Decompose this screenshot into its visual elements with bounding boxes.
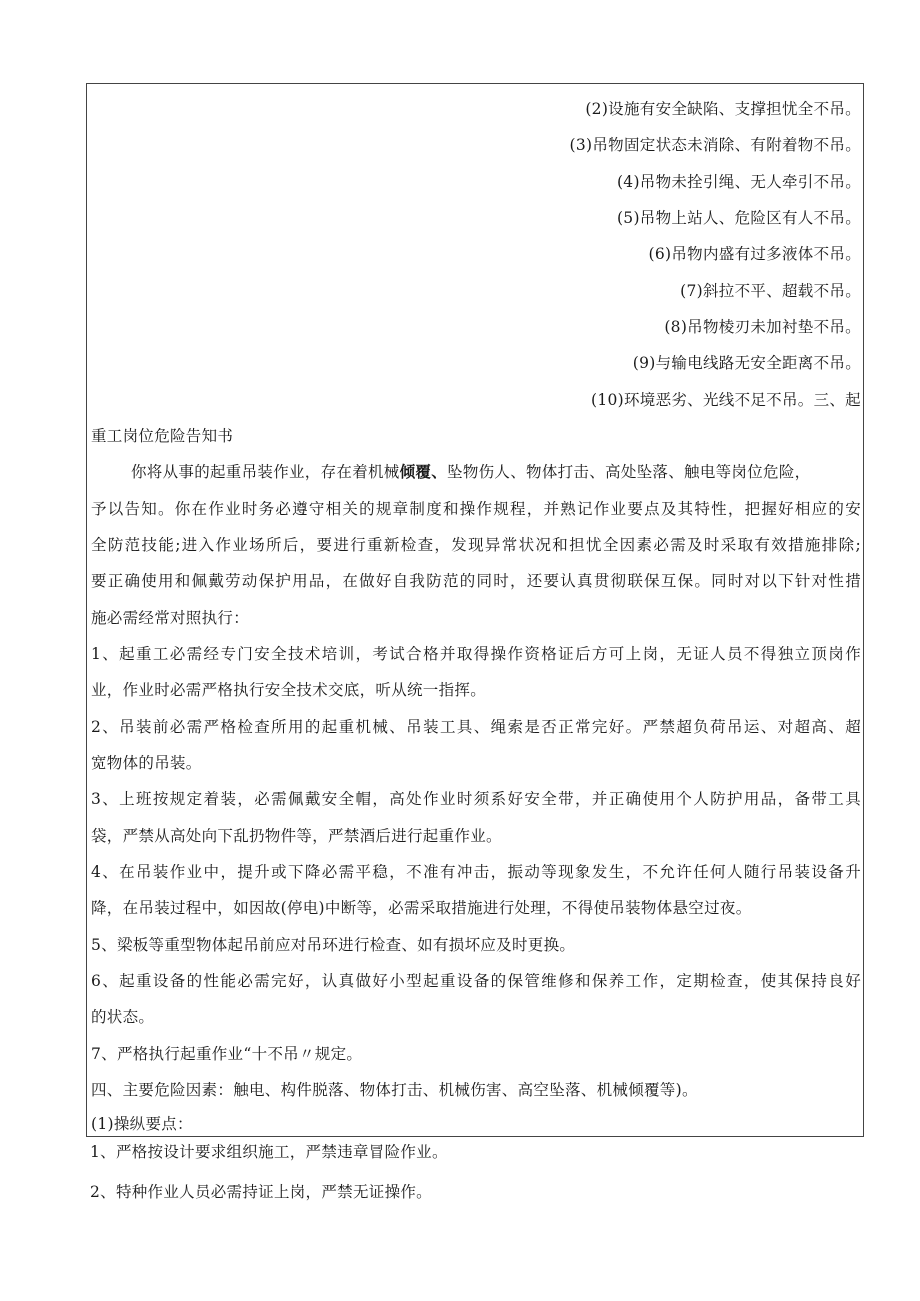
- rule-line: 7、严格执行起重作业“十不吊〃规定。: [91, 1045, 363, 1063]
- rule-line: 1、起重工必需经专门安全技术培训，考试合格并取得操作资格证后方可上岗，无证人员不得独立顶岗作: [91, 645, 861, 663]
- notice-title: 重工岗位危险告知书: [91, 427, 234, 445]
- rule-line: 2、吊装前必需严格检查所用的起重机械、吊装工具、绳索是否正常完好。严禁超负荷吊运、对超高、超: [91, 718, 861, 736]
- rule-line: 3、上班按规定着装，必需佩戴安全帽，高处作业时须系好安全带，并正确使用个人防护用品，备带工具: [91, 790, 861, 808]
- list-item: (4)吊物未拴引绳、无人牵引不吊。: [616, 173, 861, 191]
- paragraph-line: 予以告知。你在作业时务必遵守相关的规章制度和操作规程，并熟记作业要点及其特性，把握好相应的安: [91, 500, 861, 518]
- rule-line: 业，作业时必需严格执行安全技术交底，听从统一指挥。: [91, 681, 487, 699]
- section-heading: 四、主要危险因素：触电、构件脱落、物体打击、机械伤害、高空坠落、机械倾覆等)。: [91, 1081, 698, 1099]
- list-item: (3)吊物固定状态未消除、有附着物不吊。: [569, 136, 861, 154]
- list-item: (7)斜拉不平、超载不吊。: [680, 282, 861, 300]
- rule-line: 宽物体的吊装。: [91, 754, 202, 772]
- rule-line: 的状态。: [91, 1008, 155, 1026]
- list-item: (8)吊物棱刃未加衬垫不吊。: [664, 318, 861, 336]
- document-frame: [86, 83, 864, 1137]
- list-item: (2)设施有安全缺陷、支撑担忧全不吊。: [585, 100, 861, 118]
- rule-line: 降，在吊装过程中，如因故(停电)中断等，必需采取措施进行处理，不得使吊装物体悬空过夜。: [91, 899, 752, 917]
- paragraph-line: 你将从事的起重吊装作业，存在着机械倾覆、坠物伤人、物体打击、高处坠落、触电等岗位危险，: [131, 462, 811, 481]
- list-item: (5)吊物上站人、危险区有人不吊。: [616, 209, 861, 227]
- rule-line: 6、起重设备的性能必需完好，认真做好小型起重设备的保管维修和保养工作，定期检查，使其保持良好: [91, 972, 861, 990]
- rule-line: 4、在吊装作业中，提升或下降必需平稳，不准有冲击，振动等现象发生，不允许任何人随行吊装设备升: [91, 863, 861, 881]
- after-box-line: 1、严格按设计要求组织施工，严禁违章冒险作业。: [90, 1143, 448, 1161]
- paragraph-line: 全防范技能;进入作业场所后，要进行重新检查，发现异常状况和担忧全因素必需及时采取有效措施排除;: [91, 536, 861, 554]
- paragraph-line: 施必需经常对照执行：: [91, 609, 250, 627]
- list-item: (6)吊物内盛有过多液体不吊。: [648, 245, 861, 263]
- subsection-heading: (1)操纵要点：: [91, 1115, 193, 1133]
- paragraph-line: 要正确使用和佩戴劳动保护用品，在做好自我防范的同时，还要认真贯彻联保互保。同时对以下针对性措: [91, 572, 861, 590]
- after-box-line: 2、特种作业人员必需持证上岗，严禁无证操作。: [90, 1183, 432, 1201]
- list-item: (9)与输电线路无安全距离不吊。: [632, 354, 861, 372]
- rule-line: 5、梁板等重型物体起吊前应对吊环进行检查、如有损坏应及时更换。: [91, 936, 576, 954]
- rule-line: 袋，严禁从高处向下乱扔物件等，严禁酒后进行起重作业。: [91, 827, 502, 845]
- list-item: (10)环境恶劣、光线不足不吊。三、起: [590, 391, 861, 409]
